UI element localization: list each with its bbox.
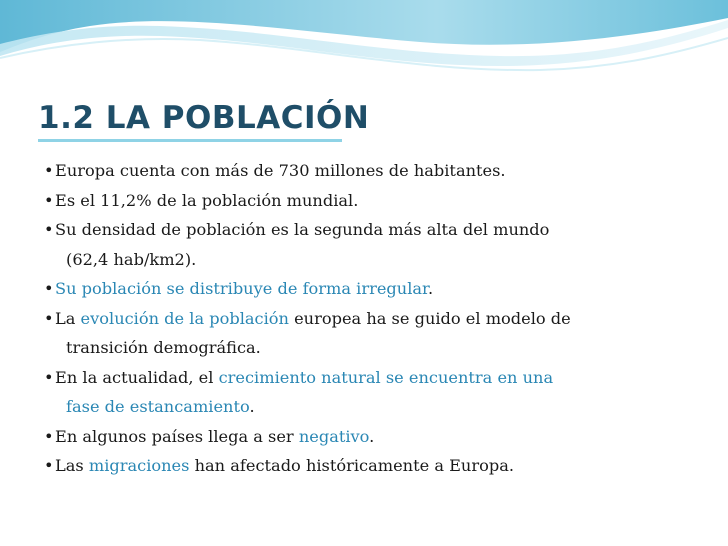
bullet-text: . — [428, 279, 434, 298]
bullet-text: transición demográfica. — [66, 338, 261, 357]
bullet-item — [44, 186, 694, 216]
bullet-dot-icon: • — [44, 456, 54, 475]
bullet-item — [44, 422, 694, 452]
bullet-dot-icon: • — [44, 308, 54, 328]
bullet-text: La — [55, 308, 81, 328]
bullet-item — [44, 156, 694, 186]
bullet-text: Es el 11,2% de la población mundial. — [55, 190, 359, 210]
bullet-item — [44, 363, 694, 422]
bullet-text: En la actualidad, el — [55, 367, 219, 387]
bullet-item — [44, 304, 694, 363]
bullet-item — [44, 215, 694, 274]
bullet-dot-icon: • — [44, 190, 54, 210]
bullet-text: En algunos países llega a ser — [55, 426, 299, 446]
bullet-dot-icon: • — [44, 220, 54, 239]
highlighted-text: migraciones — [88, 456, 190, 475]
bullet-item — [44, 274, 694, 304]
bullet-text: Su densidad de población es la segunda más alta del mundo — [55, 220, 550, 239]
bullet-item — [44, 451, 694, 481]
bullet-text: . — [249, 397, 255, 416]
decorative-wave-header — [0, 0, 728, 80]
highlighted-text: crecimiento natural se encuentra en una — [218, 367, 554, 387]
bullet-dot-icon: • — [44, 367, 54, 387]
slide-title: 1.2 LA POBLACIÓN — [38, 100, 370, 136]
bullet-continuation — [55, 333, 694, 363]
bullet-text: europea ha se guido el modelo de — [288, 308, 571, 328]
bullet-text: . — [369, 426, 375, 446]
bullet-continuation — [55, 392, 694, 422]
bullet-dot-icon: • — [44, 279, 54, 298]
highlighted-text: Su población se distribuye de forma irregular — [55, 279, 428, 298]
bullet-text: Europa cuenta con más de 730 millones de habitantes. — [55, 161, 506, 180]
highlighted-text: fase de estancamiento — [66, 397, 250, 416]
highlighted-text: evolución de la población — [80, 308, 289, 328]
bullet-list — [44, 156, 694, 481]
bullet-continuation — [55, 245, 694, 275]
highlighted-text: negativo — [298, 426, 370, 446]
title-underline — [38, 139, 342, 142]
bullet-text: Las — [55, 456, 89, 475]
bullet-dot-icon: • — [44, 161, 54, 180]
bullet-dot-icon: • — [44, 426, 54, 446]
bullet-text: han afectado históricamente a Europa. — [189, 456, 515, 475]
bullet-text: (62,4 hab/km2). — [66, 249, 197, 269]
